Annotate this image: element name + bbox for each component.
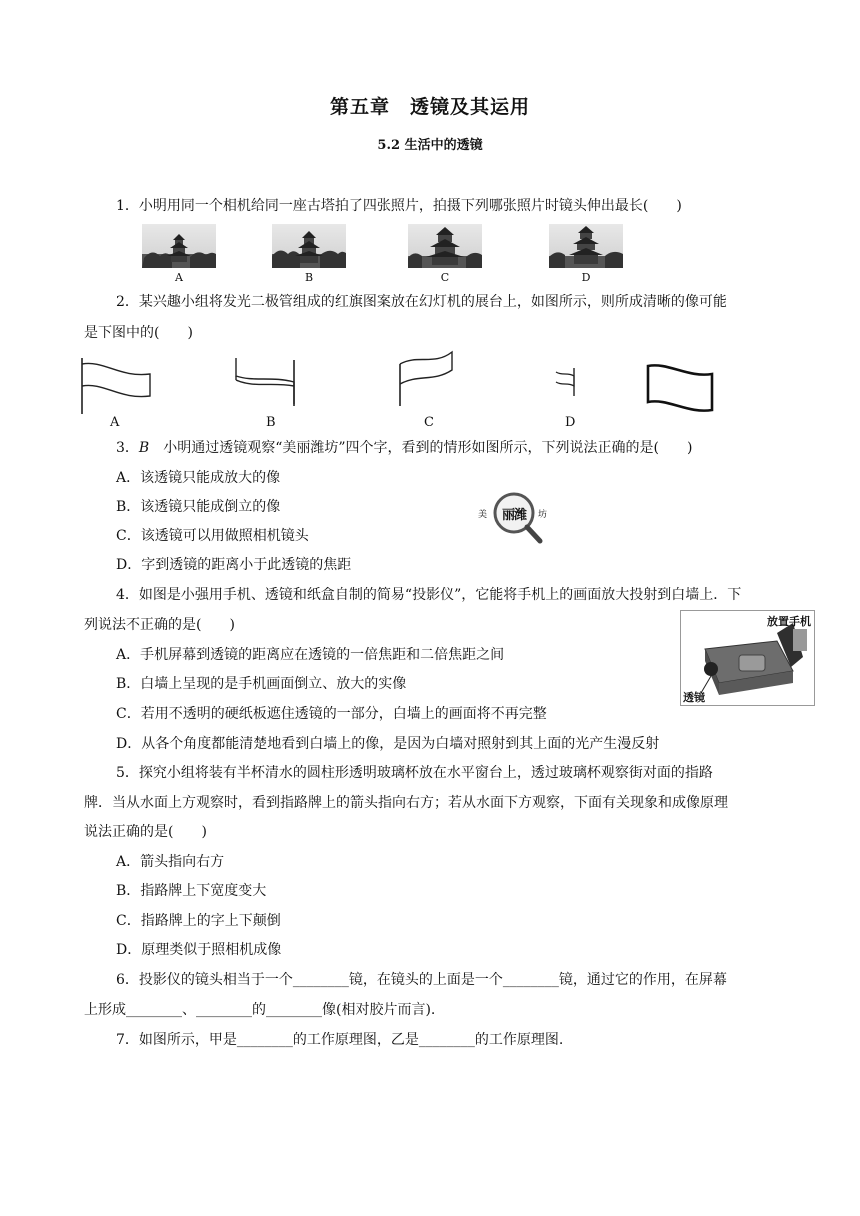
- question-1-text: 1．小明用同一个相机给同一座古塔拍了四张照片，拍摄下列哪张照片时镜头伸出最长( ): [116, 198, 682, 214]
- question-4-option-a: A．手机屏幕到透镜的距离应在透镜的一倍焦距和二倍焦距之间: [116, 647, 505, 663]
- flag-b-label: B: [266, 415, 276, 430]
- question-3-option-c: C．该透镜可以用做照相机镜头: [116, 528, 309, 544]
- pagoda-photo-d: [549, 224, 623, 268]
- flag-figure-d: [552, 364, 582, 398]
- question-5-line-1: 5．探究小组将装有半杯清水的圆柱形透明玻璃杯放在水平窗台上，透过玻璃杯观察街对面的指路: [116, 765, 713, 781]
- question-2-line-1: 2．某兴趣小组将发光二极管组成的红旗图案放在幻灯机的展台上，如图所示，则所成清晰的像可能: [116, 294, 727, 310]
- question-5-line-2: 牌．当从水面上方观察时，看到指路牌上的箭头指向右方；若从水面下方观察，下面有关现象和成像原理: [84, 795, 728, 811]
- question-6-line-2: 上形成________、________的________像(相对胶片而言).: [84, 1002, 436, 1018]
- question-4-line-2: 列说法不正确的是( ): [84, 617, 235, 633]
- label-lens: 透镜: [683, 691, 705, 704]
- flag-d-label: D: [565, 415, 576, 430]
- question-3-option-d: D．字到透镜的距离小于此透镜的焦距: [116, 557, 352, 573]
- magnifier-right-char: 坊: [538, 510, 548, 520]
- question-4-option-c: C．若用不透明的硬纸板遮住透镜的一部分，白墙上的画面将不再完整: [116, 706, 547, 722]
- magnifier-figure: [476, 487, 552, 545]
- magnifier-magnified-chars: 丽潍: [502, 508, 527, 523]
- option-a-label: A: [175, 271, 183, 284]
- question-5-line-3: 说法正确的是( ): [84, 824, 207, 840]
- flag-a-label: A: [110, 415, 120, 430]
- option-c-label: C: [440, 271, 450, 284]
- question-5-option-c: C．指路牌上的字上下颠倒: [116, 913, 281, 929]
- page-title: 第五章 透镜及其运用: [329, 96, 530, 118]
- section-subtitle: 5.2 生活中的透镜: [377, 138, 483, 153]
- pagoda-photo-c: [408, 224, 482, 268]
- option-d-label: D: [581, 271, 591, 284]
- question-4-option-d: D．从各个角度都能清楚地看到白墙上的像，是因为白墙对照射到其上面的光产生漫反射: [116, 736, 660, 752]
- question-3-number: 3．: [116, 440, 139, 456]
- flag-c-label: C: [424, 415, 434, 430]
- question-4-option-b: B．白墙上呈现的是手机画面倒立、放大的实像: [116, 676, 407, 692]
- question-7-text: 7．如图所示，甲是________的工作原理图，乙是________的工作原理图.: [116, 1032, 564, 1048]
- question-5-option-a: A．箭头指向右方: [116, 854, 225, 870]
- question-5-option-d: D．原理类似于照相机成像: [116, 942, 282, 958]
- pagoda-photo-b: [272, 224, 346, 268]
- question-5-option-b: B．指路牌上下宽度变大: [116, 883, 267, 899]
- flag-figure-c: [396, 348, 456, 408]
- question-6-line-1: 6．投影仪的镜头相当于一个________镜，在镜头的上面是一个________镜，通过它的作用，在屏幕: [116, 972, 727, 988]
- pagoda-photo-a: [142, 224, 216, 268]
- magnifier-left-char: 美: [478, 510, 488, 520]
- flag-reference-figure: [644, 360, 716, 416]
- question-2-line-2: 是下图中的( ): [84, 325, 193, 341]
- question-3-option-a: A．该透镜只能成放大的像: [116, 470, 281, 486]
- question-3-text: 小明通过透镜观察“美丽潍坊”四个字，看到的情形如图所示，下列说法正确的是( ): [149, 440, 693, 456]
- question-3-b-marker: B: [138, 440, 150, 456]
- question-3-stem: [116, 438, 692, 458]
- flag-figure-a: [80, 356, 152, 416]
- flag-figure-b: [232, 356, 300, 416]
- question-4-line-1: 4．如图是小强用手机、透镜和纸盒自制的简易“投影仪”，它能将手机上的画面放大投射到白墙上．下: [116, 587, 742, 603]
- projector-figure: [680, 610, 815, 706]
- option-b-label: B: [304, 271, 314, 284]
- label-phone-slot: 放置手机: [767, 615, 811, 628]
- question-3-option-b: B．该透镜只能成倒立的像: [116, 499, 281, 515]
